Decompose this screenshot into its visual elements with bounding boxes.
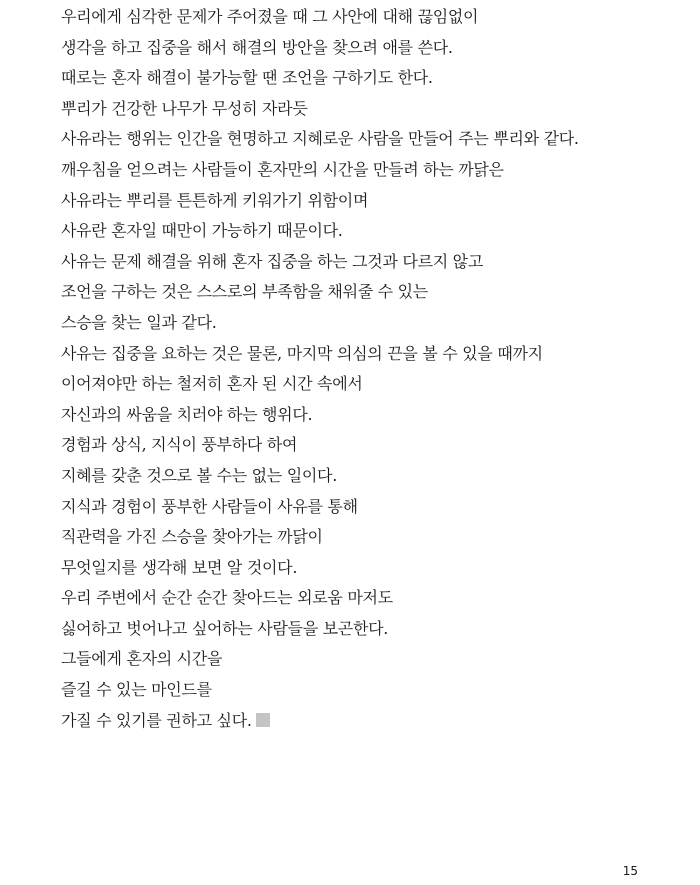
text-line: 스승을 찾는 일과 같다. <box>61 312 217 332</box>
text-line: 사유라는 뿌리를 튼튼하게 키워가기 위함이며 <box>61 190 369 210</box>
text-line: 지식과 경험이 풍부한 사람들이 사유를 통해 <box>61 496 358 516</box>
text-line: 가질 수 있기를 권하고 싶다. <box>61 710 252 730</box>
text-line: 우리 주변에서 순간 순간 찾아드는 외로움 마저도 <box>61 588 393 608</box>
text-line: 우리에게 심각한 문제가 주어졌을 때 그 사안에 대해 끊임없이 <box>61 7 479 26</box>
last-text-line <box>61 706 681 737</box>
page-number: 15 <box>622 864 638 878</box>
text-line: 때로는 혼자 해결이 불가능할 땐 조언을 구하기도 한다. <box>61 68 433 88</box>
text-line: 싫어하고 벗어나고 싶어하는 사람들을 보곤한다. <box>61 618 389 638</box>
text-line: 사유라는 행위는 인간을 현명하고 지혜로운 사람을 만들어 주는 뿌리와 같다. <box>61 129 579 149</box>
text-line: 무엇일지를 생각해 보면 알 것이다. <box>61 557 298 577</box>
body-text <box>61 2 681 736</box>
text-line: 생각을 하고 집중을 해서 해결의 방안을 찾으려 애를 쓴다. <box>61 37 453 57</box>
text-line: 조언을 구하는 것은 스스로의 부족함을 채워줄 수 있는 <box>61 282 428 302</box>
text-line: 이어져야만 하는 철저히 혼자 된 시간 속에서 <box>61 374 363 394</box>
end-mark-icon <box>256 713 270 727</box>
text-line: 자신과의 싸움을 치러야 하는 행위다. <box>61 404 313 424</box>
text-line: 지혜를 갖춘 것으로 볼 수는 없는 일이다. <box>61 465 337 485</box>
text-line: 사유란 혼자일 때만이 가능하기 때문이다. <box>61 221 343 241</box>
text-line: 즐길 수 있는 마인드를 <box>61 680 212 700</box>
text-line: 뿌리가 건강한 나무가 무성히 자라듯 <box>61 98 308 118</box>
text-line: 사유는 집중을 요하는 것은 물론, 마지막 의심의 끈을 볼 수 있을 때까지 <box>61 343 543 363</box>
text-line: 사유는 문제 해결을 위해 혼자 집중을 하는 그것과 다르지 않고 <box>61 251 483 271</box>
text-line: 직관력을 가진 스승을 찾아가는 까닭이 <box>61 527 323 547</box>
text-line: 깨우침을 얻으려는 사람들이 혼자만의 시간을 만들려 하는 까닭은 <box>61 159 504 179</box>
text-line: 경험과 상식, 지식이 풍부하다 하여 <box>61 435 298 455</box>
text-line: 그들에게 혼자의 시간을 <box>61 649 223 669</box>
